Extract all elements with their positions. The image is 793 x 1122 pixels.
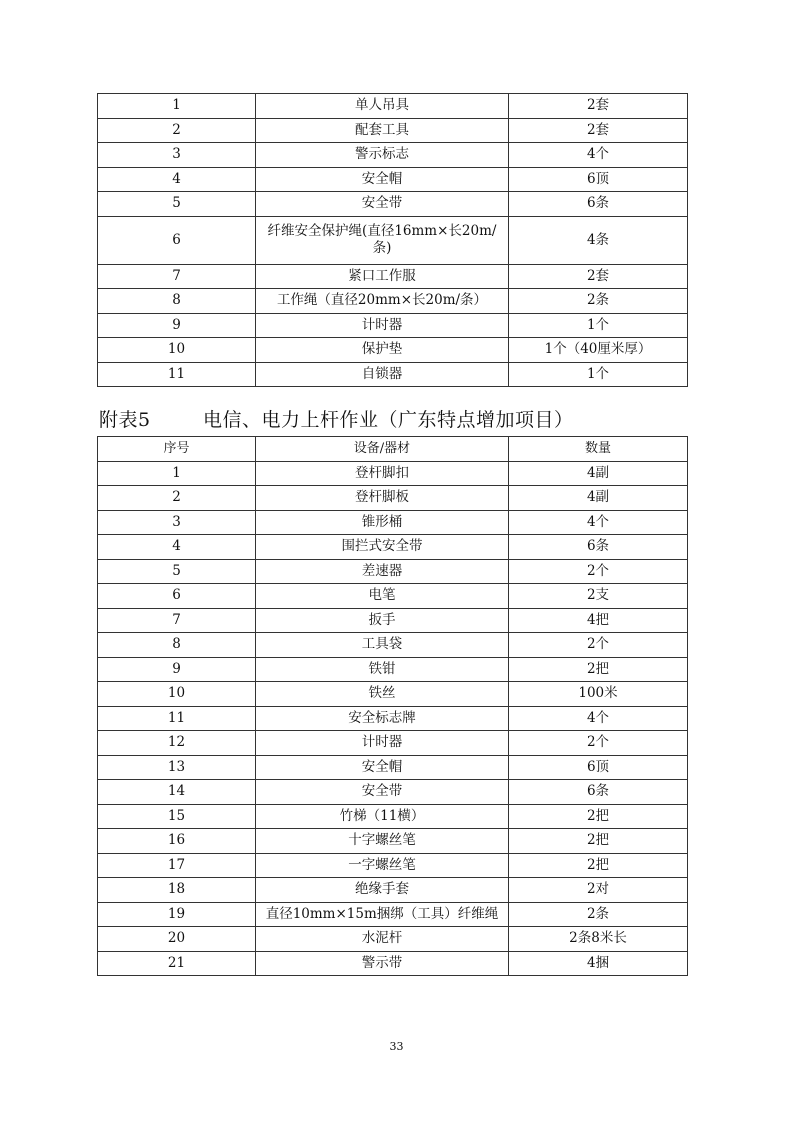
cell-qty: 4个 xyxy=(509,706,688,731)
cell-qty: 6条 xyxy=(509,535,688,560)
cell-item: 计时器 xyxy=(256,313,509,338)
cell-no: 18 xyxy=(98,878,256,903)
cell-no: 2 xyxy=(98,118,256,143)
cell-item: 单人吊具 xyxy=(256,94,509,119)
table-row xyxy=(98,264,688,289)
cell-qty: 2支 xyxy=(509,584,688,609)
cell-qty: 4捆 xyxy=(509,951,688,976)
cell-no: 11 xyxy=(98,706,256,731)
cell-qty: 4个 xyxy=(509,143,688,168)
cell-qty: 1个（40厘米厚） xyxy=(509,338,688,363)
cell-no: 20 xyxy=(98,927,256,952)
cell-qty: 4个 xyxy=(509,510,688,535)
cell-qty: 2套 xyxy=(509,118,688,143)
cell-item: 安全标志牌 xyxy=(256,706,509,731)
table-header-row xyxy=(98,437,688,462)
table-row xyxy=(98,853,688,878)
cell-qty: 2把 xyxy=(509,829,688,854)
table-row xyxy=(98,559,688,584)
cell-item: 竹梯（11横） xyxy=(256,804,509,829)
cell-no: 6 xyxy=(98,216,256,264)
cell-qty: 4条 xyxy=(509,216,688,264)
cell-qty: 2个 xyxy=(509,633,688,658)
table-row xyxy=(98,657,688,682)
header-no: 序号 xyxy=(98,437,256,462)
cell-no: 21 xyxy=(98,951,256,976)
cell-item: 直径10mm×15m捆绑（工具）纤维绳 xyxy=(256,902,509,927)
cell-item: 十字螺丝笔 xyxy=(256,829,509,854)
cell-item: 铁钳 xyxy=(256,657,509,682)
cell-item: 围拦式安全带 xyxy=(256,535,509,560)
table-row xyxy=(98,706,688,731)
cell-qty: 1个 xyxy=(509,362,688,387)
table-row xyxy=(98,94,688,119)
cell-no: 1 xyxy=(98,461,256,486)
cell-item: 计时器 xyxy=(256,731,509,756)
cell-qty: 6顶 xyxy=(509,755,688,780)
cell-qty: 2把 xyxy=(509,853,688,878)
cell-qty: 2套 xyxy=(509,264,688,289)
cell-qty: 2条 xyxy=(509,289,688,314)
table-row xyxy=(98,608,688,633)
cell-item: 安全帽 xyxy=(256,167,509,192)
cell-qty: 2套 xyxy=(509,94,688,119)
table-row xyxy=(98,682,688,707)
appendix-title: 电信、电力上杆作业（广东特点增加项目） xyxy=(203,409,574,431)
table-row xyxy=(98,461,688,486)
table-row xyxy=(98,118,688,143)
cell-qty: 1个 xyxy=(509,313,688,338)
cell-item: 自锁器 xyxy=(256,362,509,387)
table-row xyxy=(98,313,688,338)
table-row xyxy=(98,584,688,609)
header-qty: 数量 xyxy=(509,437,688,462)
cell-qty: 2对 xyxy=(509,878,688,903)
cell-no: 11 xyxy=(98,362,256,387)
cell-no: 16 xyxy=(98,829,256,854)
cell-no: 7 xyxy=(98,608,256,633)
table-row xyxy=(98,510,688,535)
table-row xyxy=(98,731,688,756)
cell-no: 5 xyxy=(98,559,256,584)
cell-no: 5 xyxy=(98,192,256,217)
table-row xyxy=(98,289,688,314)
cell-qty: 4把 xyxy=(509,608,688,633)
cell-qty: 6顶 xyxy=(509,167,688,192)
equipment-table-continued xyxy=(97,93,688,387)
cell-qty: 2个 xyxy=(509,731,688,756)
table-row xyxy=(98,804,688,829)
cell-item: 安全带 xyxy=(256,780,509,805)
cell-qty: 2个 xyxy=(509,559,688,584)
cell-no: 14 xyxy=(98,780,256,805)
table-row xyxy=(98,192,688,217)
header-item: 设备/器材 xyxy=(256,437,509,462)
cell-qty: 4副 xyxy=(509,486,688,511)
cell-no: 13 xyxy=(98,755,256,780)
cell-qty: 6条 xyxy=(509,192,688,217)
cell-no: 12 xyxy=(98,731,256,756)
table-row xyxy=(98,829,688,854)
cell-no: 10 xyxy=(98,682,256,707)
cell-item: 扳手 xyxy=(256,608,509,633)
cell-no: 8 xyxy=(98,289,256,314)
cell-item: 铁丝 xyxy=(256,682,509,707)
cell-qty: 2把 xyxy=(509,657,688,682)
cell-item: 纤维安全保护绳(直径16mm×长20m/条) xyxy=(256,216,509,264)
table-row xyxy=(98,780,688,805)
cell-item: 登杆脚扣 xyxy=(256,461,509,486)
cell-item: 警示带 xyxy=(256,951,509,976)
cell-item: 安全帽 xyxy=(256,755,509,780)
cell-no: 19 xyxy=(98,902,256,927)
cell-item: 登杆脚板 xyxy=(256,486,509,511)
table-row xyxy=(98,486,688,511)
cell-item: 工作绳（直径20mm×长20m/条） xyxy=(256,289,509,314)
cell-item: 配套工具 xyxy=(256,118,509,143)
cell-no: 2 xyxy=(98,486,256,511)
cell-no: 7 xyxy=(98,264,256,289)
cell-item: 电笔 xyxy=(256,584,509,609)
table-row xyxy=(98,878,688,903)
cell-no: 4 xyxy=(98,535,256,560)
cell-no: 8 xyxy=(98,633,256,658)
cell-no: 6 xyxy=(98,584,256,609)
cell-no: 1 xyxy=(98,94,256,119)
cell-qty: 6条 xyxy=(509,780,688,805)
section-heading xyxy=(99,405,574,432)
cell-item: 水泥杆 xyxy=(256,927,509,952)
cell-no: 3 xyxy=(98,143,256,168)
cell-item: 一字螺丝笔 xyxy=(256,853,509,878)
cell-qty: 2条 xyxy=(509,902,688,927)
page-number: 33 xyxy=(389,1040,404,1053)
table-row xyxy=(98,927,688,952)
cell-item: 差速器 xyxy=(256,559,509,584)
table-row xyxy=(98,951,688,976)
cell-no: 9 xyxy=(98,313,256,338)
table-row xyxy=(98,535,688,560)
table-row xyxy=(98,143,688,168)
cell-no: 3 xyxy=(98,510,256,535)
cell-no: 4 xyxy=(98,167,256,192)
cell-no: 9 xyxy=(98,657,256,682)
cell-qty: 2把 xyxy=(509,804,688,829)
equipment-table-appendix-5 xyxy=(97,436,688,976)
table-row xyxy=(98,362,688,387)
cell-item: 紧口工作服 xyxy=(256,264,509,289)
cell-item: 安全带 xyxy=(256,192,509,217)
appendix-label: 附表5 xyxy=(99,409,151,431)
cell-no: 10 xyxy=(98,338,256,363)
cell-no: 15 xyxy=(98,804,256,829)
cell-qty: 4副 xyxy=(509,461,688,486)
cell-item: 绝缘手套 xyxy=(256,878,509,903)
table-row xyxy=(98,216,688,264)
table-row xyxy=(98,755,688,780)
cell-no: 17 xyxy=(98,853,256,878)
table-row xyxy=(98,902,688,927)
table-row xyxy=(98,338,688,363)
cell-qty: 2条8米长 xyxy=(509,927,688,952)
table-row xyxy=(98,167,688,192)
cell-item: 工具袋 xyxy=(256,633,509,658)
cell-item: 锥形桶 xyxy=(256,510,509,535)
cell-qty: 100米 xyxy=(509,682,688,707)
table-row xyxy=(98,633,688,658)
cell-item: 警示标志 xyxy=(256,143,509,168)
cell-item: 保护垫 xyxy=(256,338,509,363)
